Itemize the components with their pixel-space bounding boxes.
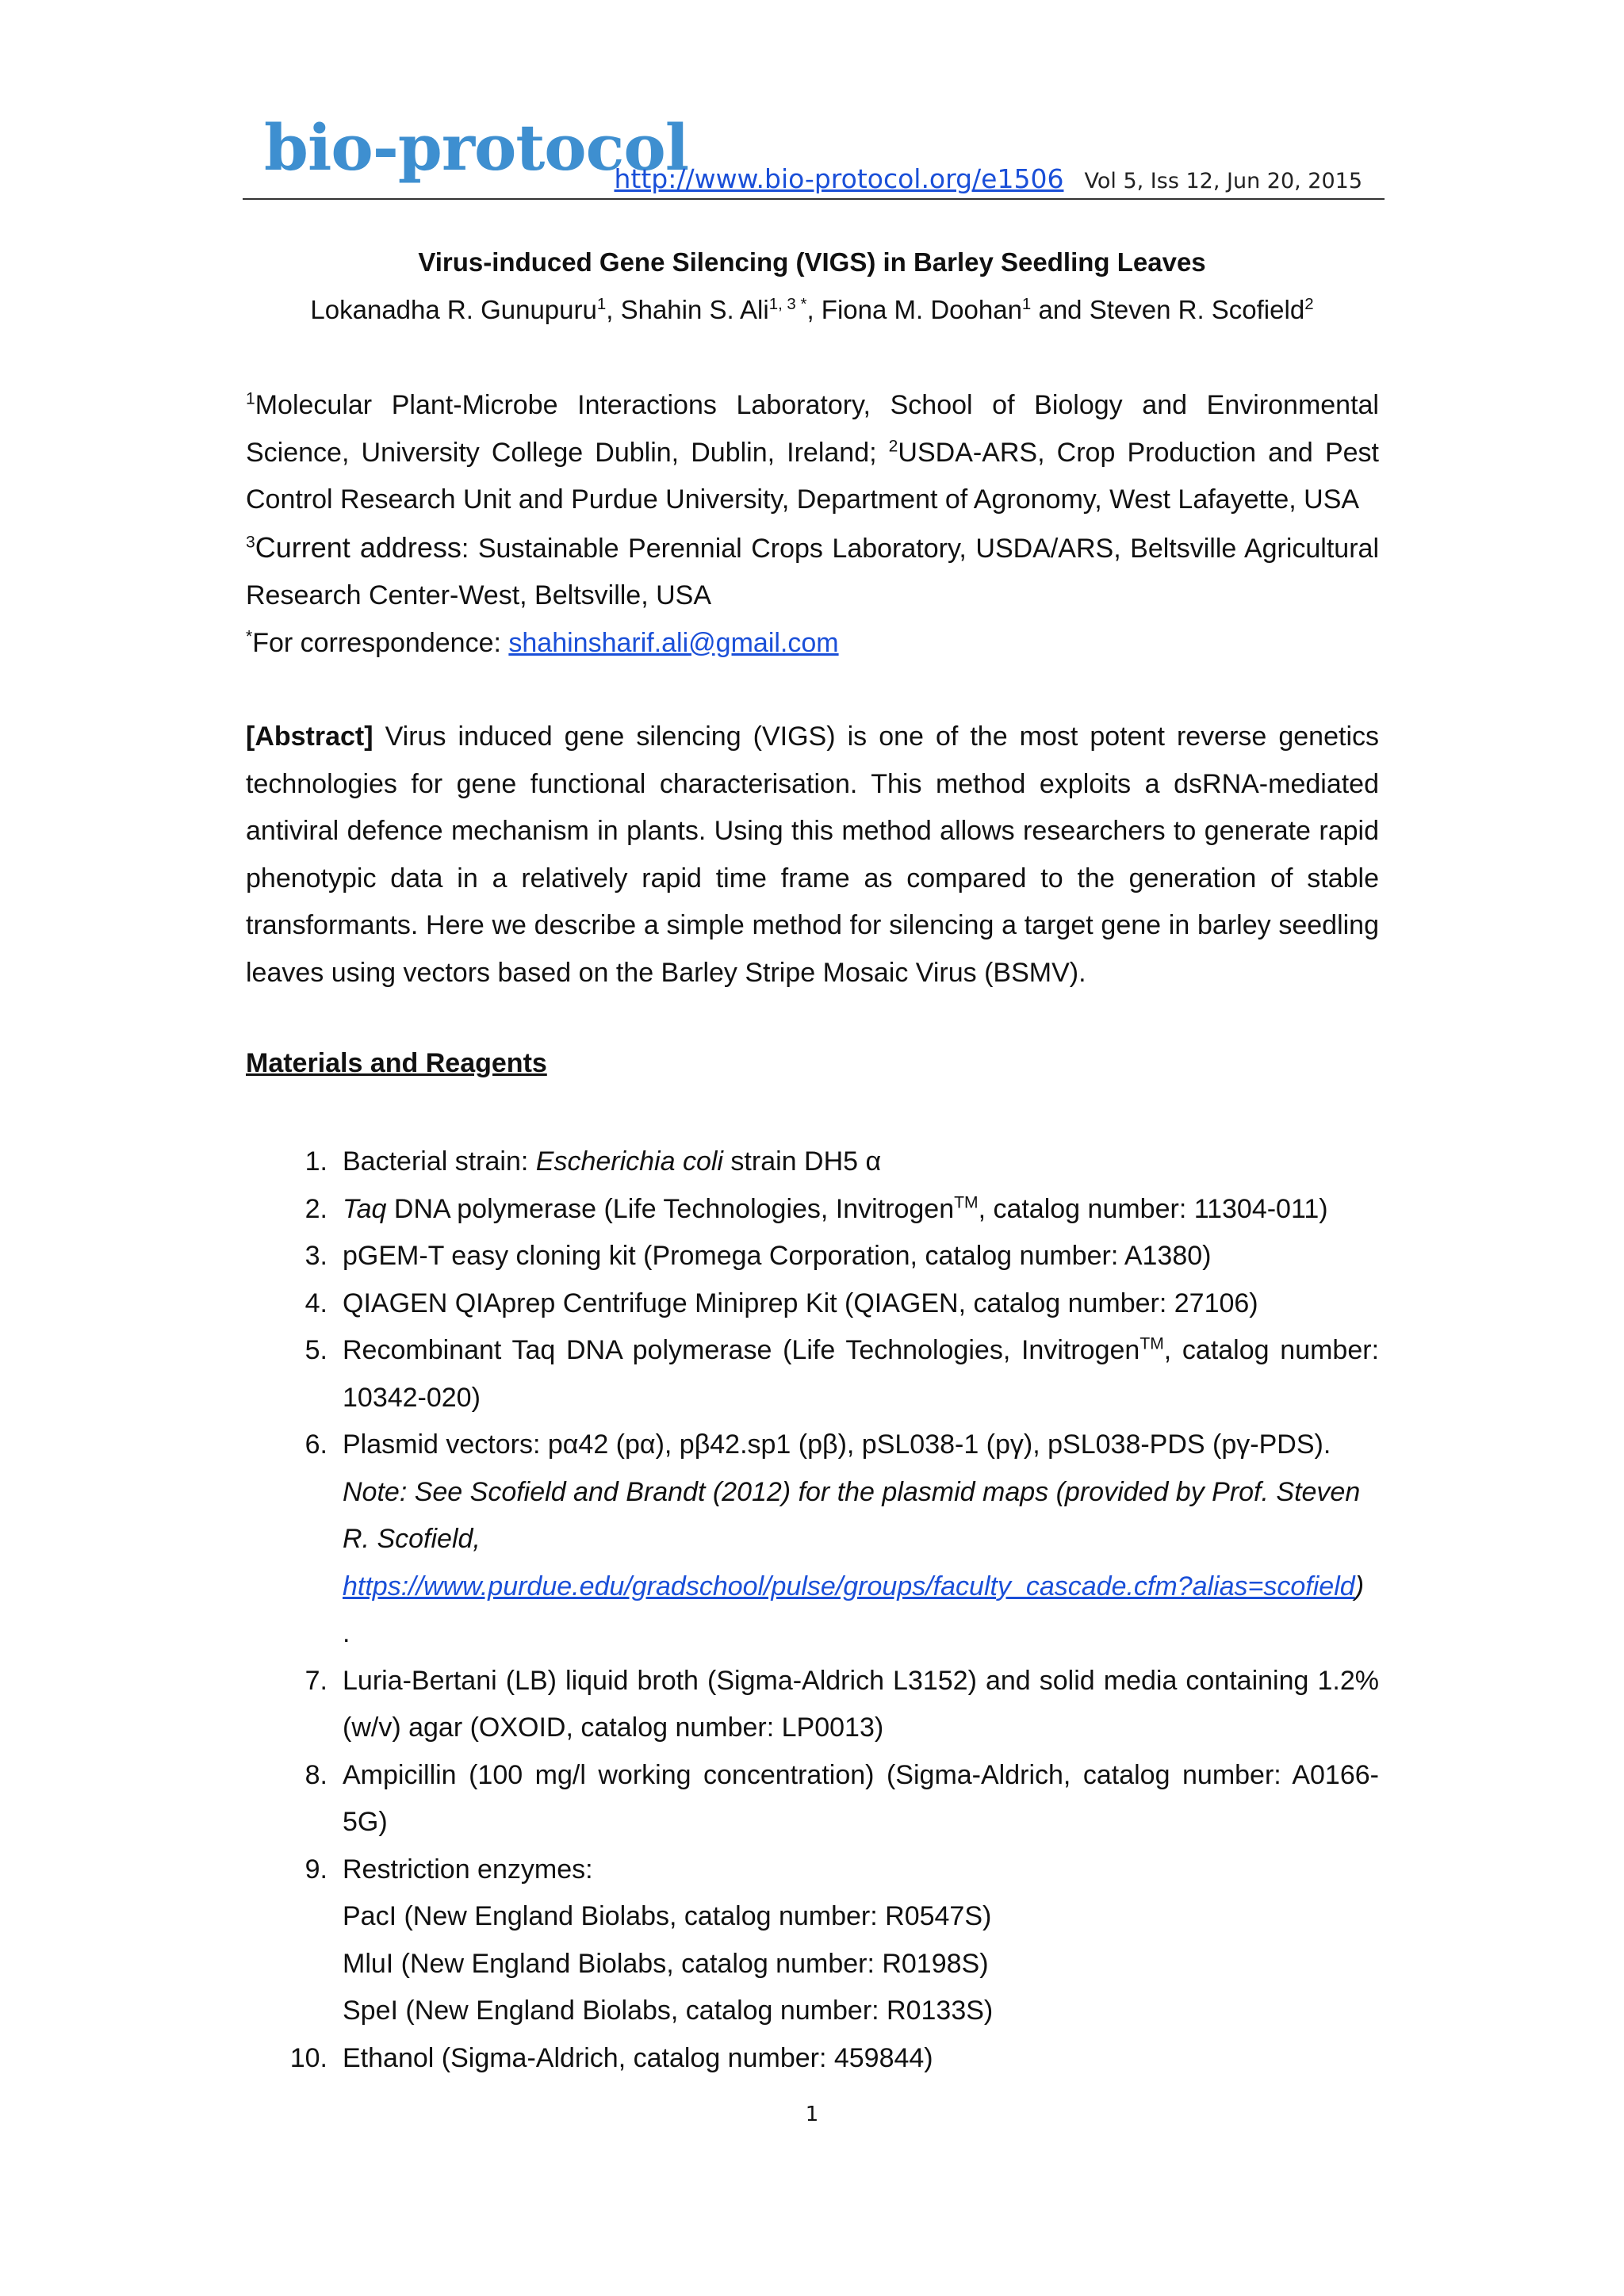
item-number: 10.	[289, 2042, 327, 2073]
item-text: Bacterial strain:	[343, 1146, 536, 1177]
item-number: 1.	[304, 1146, 327, 1177]
affiliation-text: Molecular Plant-Microbe Interactions Laboratory, School of Biology and Environmental Science, University College Dublin, Dublin, Ireland;	[246, 390, 1379, 468]
item-number: 3.	[304, 1241, 327, 1271]
item-number: 6.	[304, 1429, 327, 1460]
item-number: 9.	[304, 1854, 327, 1885]
item-text: strain DH5 α	[722, 1146, 882, 1177]
volume-info: Vol 5, Iss 12, Jun 20, 2015	[1084, 169, 1362, 193]
item-text: Recombinant Taq DNA polymerase (Life Technologies, Invitrogen	[343, 1335, 1140, 1365]
affiliation-1-2	[246, 382, 1379, 524]
affil-sup: 1	[246, 389, 255, 408]
corr-sup: *	[246, 627, 253, 646]
materials-heading: Materials and Reagents	[246, 1048, 547, 1078]
item-text: , catalog number: 10342-020)	[343, 1335, 1380, 1413]
item-number: 5.	[304, 1335, 327, 1365]
page-header	[614, 163, 1362, 194]
author-separator: ,	[606, 295, 621, 324]
item-italic: Taq	[343, 1193, 387, 1224]
enzyme-item: MluI (New England Biolabs, catalog number: R0198S)	[343, 1948, 989, 1979]
item-number: 4.	[304, 1288, 327, 1318]
header-divider	[243, 198, 1385, 200]
author-affil-sup: 1, 3 *	[768, 295, 807, 313]
affiliation-text: USDA-ARS, Crop Production and Pest Control Research Unit and Purdue University, Department of Agronomy, West Lafayette, USA	[246, 437, 1379, 515]
item-text: Plasmid vectors: pα42 (pα), pβ42.sp1 (pβ), pSL038-1 (pγ), pSL038-PDS (pγ-PDS).	[343, 1429, 1331, 1460]
item-text: .	[343, 1618, 350, 1648]
logo-text: bio-protocol	[264, 110, 689, 185]
materials-list	[246, 1138, 1379, 2082]
affiliations	[246, 382, 1379, 667]
list-item	[246, 1422, 1379, 1658]
list-item	[246, 1280, 1379, 1328]
affil-sup: 3	[246, 533, 255, 552]
item-text: Restriction enzymes:	[343, 1854, 593, 1885]
page-number: 1	[805, 2103, 819, 2126]
item-number: 7.	[304, 1665, 327, 1696]
author-separator: ,	[806, 295, 822, 324]
correspondence-label: For correspondence:	[252, 627, 509, 658]
current-address-label: Current address	[255, 530, 462, 564]
item-text: , catalog number: 11304-011)	[978, 1193, 1328, 1224]
affil-sup: 2	[888, 437, 898, 456]
article-url-link[interactable]: http://www.bio-protocol.org/e1506	[614, 163, 1064, 194]
item-italic: Escherichia coli	[535, 1146, 723, 1177]
list-item	[246, 1138, 1379, 1186]
item-text: pGEM-T easy cloning kit (Promega Corporation, catalog number: A1380)	[343, 1241, 1212, 1271]
author-separator: and	[1031, 295, 1090, 324]
list-item	[246, 1658, 1379, 1752]
abstract-text: Virus induced gene silencing (VIGS) is one of the most potent reverse genetics technologies for gene functional characterisation. This method exploits a dsRNA-mediated antiviral defence mechanism in plants. Using this method allows researchers to generate rapid phenotypic data in a relatively rapid time frame as compared to the generation of stable transformants. Here we describe a simple method for silencing a target gene in barley seedling leaves using vectors based on the Barley Stripe Mosaic Virus (BSMV).	[246, 721, 1379, 988]
affiliation-text: : Sustainable Perennial Crops Laboratory, USDA/ARS, Beltsville Agricultural Research Center-West, Beltsville, USA	[246, 533, 1380, 610]
author-name: Fiona M. Doohan	[821, 295, 1022, 324]
list-item	[246, 1752, 1379, 1846]
item-number: 8.	[304, 1759, 327, 1790]
item-text: Luria-Bertani (LB) liquid broth (Sigma-Aldrich L3152) and solid media containing 1.2% (w/v) agar (OXOID, catalog number: LP0013)	[343, 1665, 1379, 1743]
author-list	[0, 295, 1624, 325]
list-item	[246, 2035, 1379, 2083]
correspondence	[246, 620, 1379, 668]
list-item	[246, 1846, 1379, 2035]
author-name: Steven R. Scofield	[1089, 295, 1305, 324]
enzyme-item: PacI (New England Biolabs, catalog number: R0547S)	[343, 1901, 992, 1931]
affiliation-3	[246, 524, 1379, 620]
item-text: DNA polymerase (Life Technologies, Invitrogen	[386, 1193, 955, 1224]
author-name: Shahin S. Ali	[620, 295, 769, 324]
author-name: Lokanadha R. Gunupuru	[310, 295, 597, 324]
list-item	[246, 1233, 1379, 1280]
author-affil-sup: 1	[596, 295, 607, 313]
item-note: Note: See Scofield and Brandt (2012) for the plasmid maps (provided by Prof. Steven R. Scofield,	[343, 1476, 1361, 1554]
enzyme-item: SpeI (New England Biolabs, catalog number: R0133S)	[343, 1996, 994, 2026]
article-title: Virus-induced Gene Silencing (VIGS) in Barley Seedling Leaves	[418, 247, 1206, 277]
scofield-faculty-link[interactable]: https://www.purdue.edu/gradschool/pulse/groups/faculty_cascade.cfm?alias=scofield	[343, 1571, 1355, 1601]
item-text: QIAGEN QIAprep Centrifuge Miniprep Kit (QIAGEN, catalog number: 27106)	[343, 1288, 1258, 1318]
author-affil-sup: 2	[1304, 295, 1314, 313]
item-text: Ethanol (Sigma-Aldrich, catalog number: 459844)	[343, 2042, 933, 2073]
item-note: )	[1354, 1571, 1365, 1601]
abstract	[246, 714, 1379, 997]
item-text: Ampicillin (100 mg/l working concentration) (Sigma-Aldrich, catalog number: A0166-5G)	[343, 1759, 1379, 1837]
trademark-sup: TM	[954, 1193, 979, 1212]
trademark-sup: TM	[1139, 1334, 1164, 1353]
abstract-label: [Abstract]	[246, 721, 373, 752]
item-number: 2.	[304, 1193, 327, 1224]
list-item	[246, 1327, 1379, 1422]
correspondence-email-link[interactable]: shahinsharif.ali@gmail.com	[508, 627, 839, 658]
list-item	[246, 1186, 1379, 1234]
author-affil-sup: 1	[1021, 295, 1032, 313]
